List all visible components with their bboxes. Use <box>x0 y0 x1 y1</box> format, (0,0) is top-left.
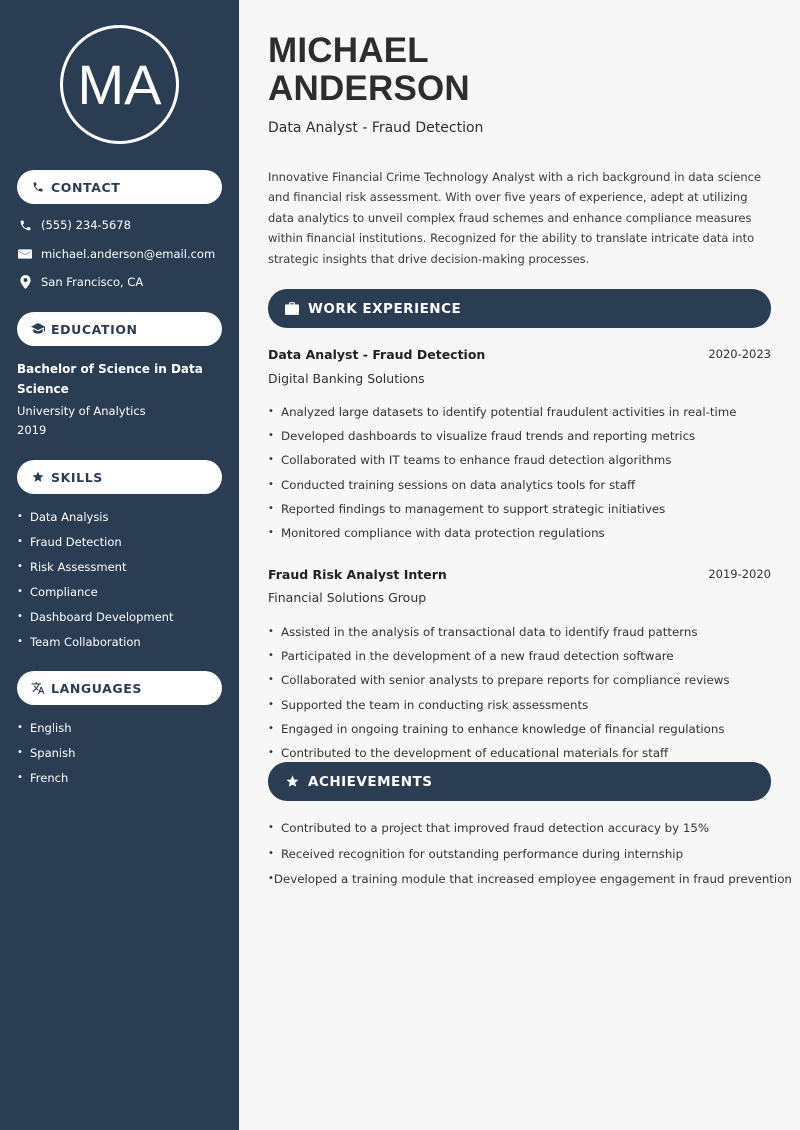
job-role: Fraud Risk Analyst Intern <box>268 567 447 582</box>
monogram-avatar: MA <box>60 25 179 144</box>
education-year: 2019 <box>17 423 47 437</box>
list-item: • Team Collaboration <box>17 635 141 649</box>
translate-icon <box>31 681 45 695</box>
job-dates: 2019-2020 <box>708 567 771 581</box>
contact-email-row <box>17 246 215 262</box>
phone-icon <box>17 217 33 233</box>
list-item: • Analyzed large datasets to identify potential fraudulent activities in real-time <box>268 405 737 419</box>
job-bullets <box>268 624 773 769</box>
achievements-section-header <box>268 762 771 801</box>
list-item: • Received recognition for outstanding performance during internship <box>268 846 684 861</box>
education-section-header <box>17 312 222 346</box>
mail-icon <box>17 246 33 262</box>
list-item: • French <box>17 771 69 785</box>
star-icon <box>285 775 299 789</box>
job-company: Financial Solutions Group <box>268 590 427 605</box>
achievements-heading: ACHIEVEMENTS <box>308 773 433 790</box>
list-item: • English <box>17 721 72 735</box>
contact-heading: CONTACT <box>51 179 121 195</box>
list-item: • Monitored compliance with data protection regulations <box>268 525 605 540</box>
list-item: • Engaged in ongoing training to enhance knowledge of financial regulations <box>268 721 725 736</box>
list-item: • Compliance <box>17 585 98 599</box>
job-company: Digital Banking Solutions <box>268 371 425 386</box>
contact-phone-row <box>17 217 131 233</box>
candidate-title: Data Analyst - Fraud Detection <box>268 120 484 136</box>
skills-list <box>17 508 173 658</box>
contact-location-row <box>17 274 143 290</box>
list-item: • Risk Assessment <box>17 560 127 574</box>
work-experience-section-header <box>268 289 771 328</box>
skills-section-header <box>17 460 222 494</box>
work-experience-heading: WORK EXPERIENCE <box>308 300 462 317</box>
list-item: • Collaborated with IT teams to enhance fraud detection algorithms <box>268 453 672 468</box>
list-item: • Conducted training sessions on data analytics tools for staff <box>268 477 636 492</box>
list-item: • Developed dashboards to visualize fraud trends and reporting metrics <box>268 429 696 444</box>
job-role: Data Analyst - Fraud Detection <box>268 347 486 362</box>
list-item: • Reported findings to management to support strategic initiatives <box>268 501 666 516</box>
skills-heading: SKILLS <box>51 469 103 485</box>
job-dates: 2020-2023 <box>708 347 771 361</box>
profile-summary: Innovative Financial Crime Technology Analyst with a rich background in data science and financial risk assessment. With over five years of experience, adept at utilizing data analytics to unveil complex fraud schemes and enhance compliance measures within financial institutions. Recognized for the ability to translate intricate data into strategic insights that drive decision-making processes. <box>268 170 762 266</box>
star-icon <box>31 470 45 484</box>
languages-section-header <box>17 671 222 705</box>
list-item: • Collaborated with senior analysts to prepare reports for compliance reviews <box>268 673 730 688</box>
achievements-list <box>268 820 792 897</box>
languages-list <box>17 719 75 794</box>
education-school: University of Analytics <box>17 404 146 418</box>
list-item: • Dashboard Development <box>17 610 174 624</box>
briefcase-icon <box>285 302 299 316</box>
phone-icon <box>31 180 45 194</box>
contact-location: San Francisco, CA <box>41 275 144 289</box>
list-item: • Contributed to a project that improved fraud detection accuracy by 15% <box>268 821 710 835</box>
contact-section-header <box>17 170 222 204</box>
contact-phone[interactable]: (555) 234-5678 <box>41 218 131 232</box>
graduation-cap-icon <box>31 322 45 336</box>
candidate-name: MICHAEL ANDERSON <box>268 31 470 108</box>
list-item: • Participated in the development of a new fraud detection software <box>268 649 674 664</box>
languages-heading: LANGUAGES <box>51 680 143 696</box>
list-item: • Supported the team in conducting risk assessments <box>268 697 589 712</box>
sidebar <box>0 0 239 1130</box>
list-item: • Fraud Detection <box>17 535 122 549</box>
contact-email[interactable]: michael.anderson@email.com <box>41 247 216 261</box>
job-bullets <box>268 404 773 549</box>
list-item: • Developed a training module that increased employee engagement in fraud prevention <box>268 872 792 886</box>
list-item: • Contributed to the development of educational materials for staff <box>268 745 669 760</box>
list-item: • Data Analysis <box>17 510 109 524</box>
education-degree: Bachelor of Science in Data Science <box>17 362 203 396</box>
location-pin-icon <box>17 274 33 290</box>
education-heading: EDUCATION <box>51 321 138 337</box>
list-item: • Spanish <box>17 746 76 760</box>
list-item: • Assisted in the analysis of transactional data to identify fraud patterns <box>268 625 698 639</box>
